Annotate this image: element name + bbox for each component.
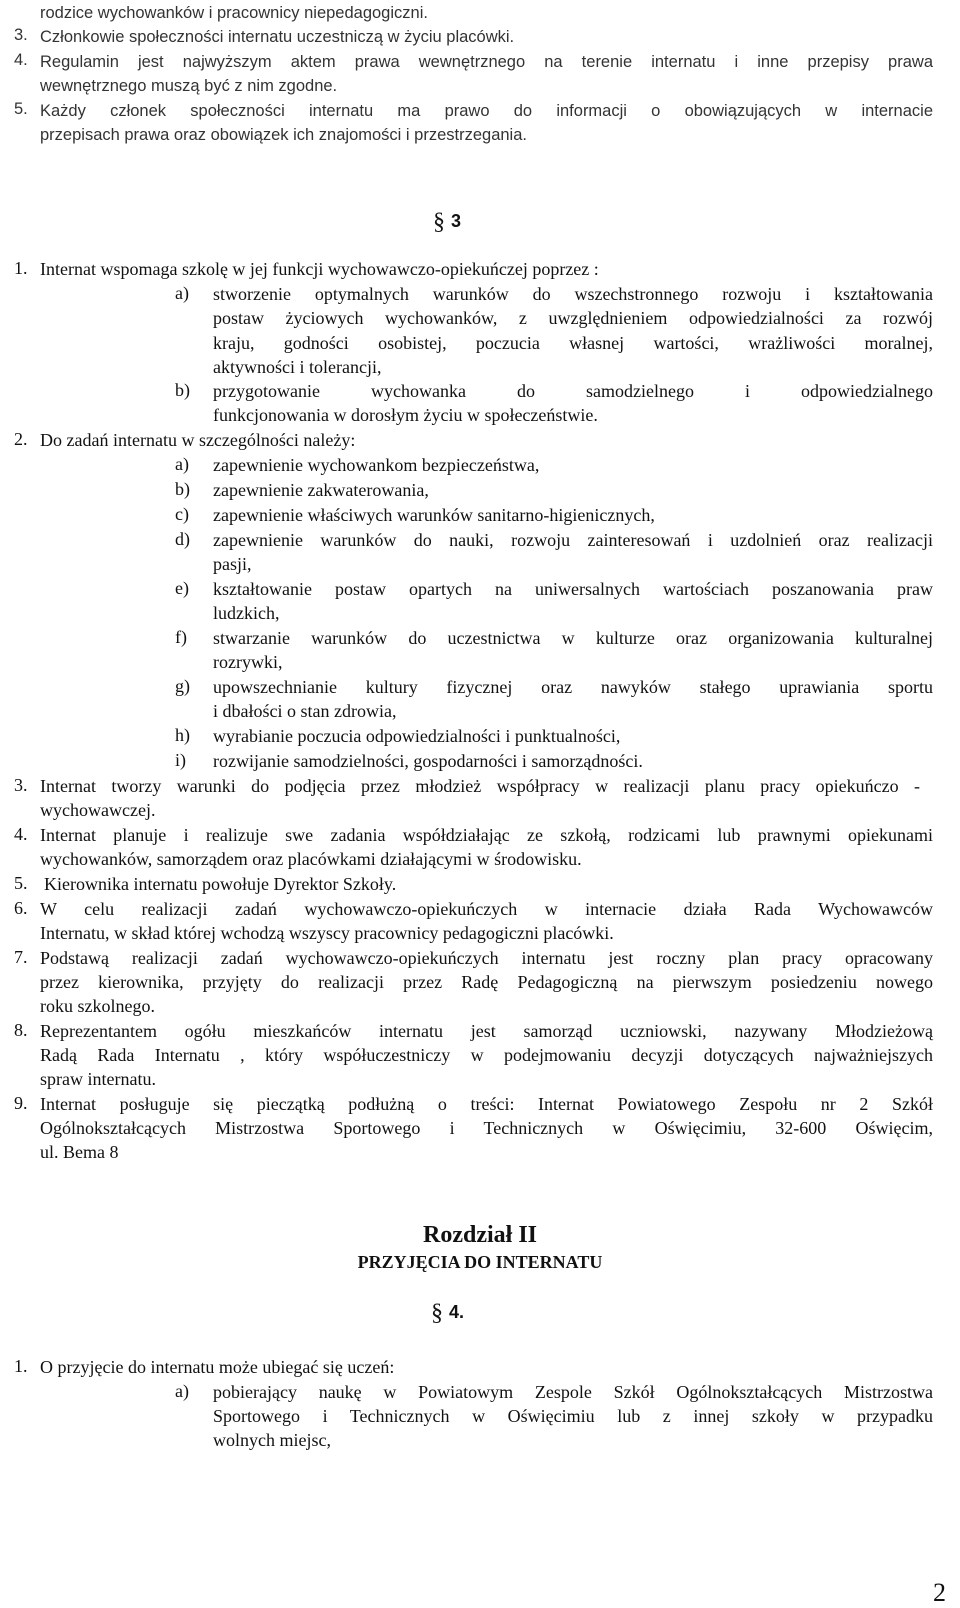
list-number: 2. [14,429,28,449]
list-number: 8. [14,1020,28,1040]
sub-letter: e) [175,578,189,598]
paragraph-line: Do zadań internatu w szczególności należy: [40,430,356,450]
paragraph-line: wychowawczej. [40,800,156,820]
paragraph-line: postaw życiowych wychowanków, z uwzględnieniem odpowiedzialności za rozwój [213,308,933,328]
paragraph-line: zapewnienie zakwaterowania, [213,480,429,500]
list-number: 4. [14,824,28,844]
paragraph-line: wychowanków, samorządem oraz placówkami działającymi w środowisku. [40,849,582,869]
list-number: 9. [14,1093,28,1113]
paragraph-line: pasji, [213,554,252,574]
paragraph-line: Internatu, w skład której wchodzą wszyscy pracownicy pedagogiczni placówki. [40,923,614,943]
sub-letter: a) [175,283,189,303]
section-sign: § [431,1300,443,1326]
paragraph-line: przygotowanie wychowanka do samodzielnego i odpowiedzialnego [213,381,933,401]
paragraph-line: Kierownika internatu powołuje Dyrektor Szkoły. [44,874,397,894]
paragraph-line: zapewnienie właściwych warunków sanitarno-higienicznych, [213,505,655,525]
paragraph-line: roku szkolnego. [40,996,155,1016]
list-number: 6. [14,898,28,918]
paragraph-line: Ogólnokształcących Mistrzostwa Sportowego i Technicznych w Oświęcimiu, 32-600 Oświęcim, [40,1118,933,1138]
section-sign: § [433,209,445,235]
paragraph-line: i dbałości o stan zdrowia, [213,701,397,721]
paragraph-line: przez kierownika, przyjęty do realizacji przez Radę Pedagogiczną na pierwszym posiedzeniu nowego [40,972,933,992]
sub-letter: a) [175,454,189,474]
paragraph-line: kształtowanie postaw opartych na uniwersalnych wartościach poszanowania praw [213,579,933,599]
sub-letter: b) [175,479,190,499]
paragraph-line: Reprezentantem ogółu mieszkańców internatu jest samorząd uczniowski, nazywany Młodzieżową [40,1021,933,1041]
paragraph-line: wyrabianie poczucia odpowiedzialności i punktualności, [213,726,621,746]
paragraph-line: upowszechnianie kultury fizycznej oraz nawyków stałego uprawiania sportu [213,677,933,697]
paragraph-line: aktywności i tolerancji, [213,357,382,377]
list-number: 5. [14,873,28,893]
list-number: 7. [14,947,28,967]
section-number: 3 [451,211,462,231]
section-heading-3 [433,207,461,234]
sub-letter: c) [175,504,189,524]
paragraph-line: Regulamin jest najwyższym aktem prawa wewnętrznego na terenie internatu i inne przepisy prawa [40,53,933,71]
list-number: 4. [14,51,28,69]
paragraph-line: rozwijanie samodzielności, gospodarności i samorządności. [213,751,643,771]
sub-letter: g) [175,676,190,696]
paragraph-line: Internat planuje i realizuje swe zadania współdziałając ze szkołą, rodzicami lub prawnymi opiekunami [40,825,933,845]
sub-letter: f) [175,627,187,647]
paragraph-line: O przyjęcie do internatu może ubiegać się uczeń: [40,1357,395,1377]
sub-letter: a) [175,1381,189,1401]
paragraph-line: Internat tworzy warunki do podjęcia przez młodzież współpracy w realizacji planu pracy opiekuńczo - [40,776,920,796]
paragraph-line: wolnych miejsc, [213,1430,331,1450]
paragraph-line: zapewnienie warunków do nauki, rozwoju zainteresowań i uzdolnień oraz realizacji [213,530,933,550]
paragraph-line: Członkowie społeczności internatu uczestniczą w życiu placówki. [40,28,515,46]
list-number: 1. [14,1356,28,1376]
paragraph-line: stworzenie optymalnych warunków do wszechstronnego rozwoju i kształtowania [213,284,933,304]
paragraph-line: Radą Rada Internatu , który współuczestniczy w podejmowaniu decyzji dotyczących najważniejszych [40,1045,933,1065]
paragraph-line: Podstawą realizacji zadań wychowawczo-opiekuńczych internatu jest roczny plan pracy opracowany [40,948,933,968]
list-number: 3. [14,775,28,795]
paragraph-line: przepisach prawa oraz obowiązek ich znajomości i przestrzegania. [40,126,527,144]
paragraph-line: W celu realizacji zadań wychowawczo-opiekuńczych w internacie działa Rada Wychowawców [40,899,933,919]
paragraph-line: Internat posługuje się pieczątką podłużną o treści: Internat Powiatowego Zespołu nr 2 Szkół [40,1094,933,1114]
sub-letter: i) [175,750,186,770]
sub-letter: d) [175,529,190,549]
paragraph-line: rodzice wychowanków i pracownicy niepedagogiczni. [40,4,428,22]
paragraph-line: kraju, godności osobistej, poczucia własnej wartości, wrażliwości moralnej, [213,333,933,353]
sub-letter: b) [175,380,190,400]
section-number: 4. [449,1302,465,1322]
paragraph-line: Każdy członek społeczności internatu ma prawo do informacji o obowiązujących w internacie [40,102,933,120]
paragraph-line: pobierający naukę w Powiatowym Zespole Szkół Ogólnokształcących Mistrzostwa [213,1382,933,1402]
paragraph-line: Sportowego i Technicznych w Oświęcimiu lub z innej szkoły w przypadku [213,1406,933,1426]
paragraph-line: zapewnienie wychowankom bezpieczeństwa, [213,455,540,475]
list-number: 3. [14,26,28,44]
chapter-title: Rozdział II [423,1222,537,1248]
page-number: 2 [933,1578,946,1607]
sub-letter: h) [175,725,190,745]
chapter-subtitle: PRZYJĘCIA DO INTERNATU [357,1252,603,1272]
paragraph-line: ul. Bema 8 [40,1142,119,1162]
paragraph-line: stwarzanie warunków do uczestnictwa w kulturze oraz organizowania kulturalnej [213,628,933,648]
paragraph-line: ludzkich, [213,603,280,623]
section-heading-4 [431,1298,464,1325]
paragraph-line: rozrywki, [213,652,283,672]
list-number: 5. [14,100,28,118]
paragraph-line: wewnętrznego muszą być z nim zgodne. [40,77,338,95]
list-number: 1. [14,258,28,278]
paragraph-line: spraw internatu. [40,1069,156,1089]
paragraph-line: funkcjonowania w dorosłym życiu w społeczeństwie. [213,405,598,425]
paragraph-line: Internat wspomaga szkolę w jej funkcji wychowawczo-opiekuńczej poprzez : [40,259,599,279]
